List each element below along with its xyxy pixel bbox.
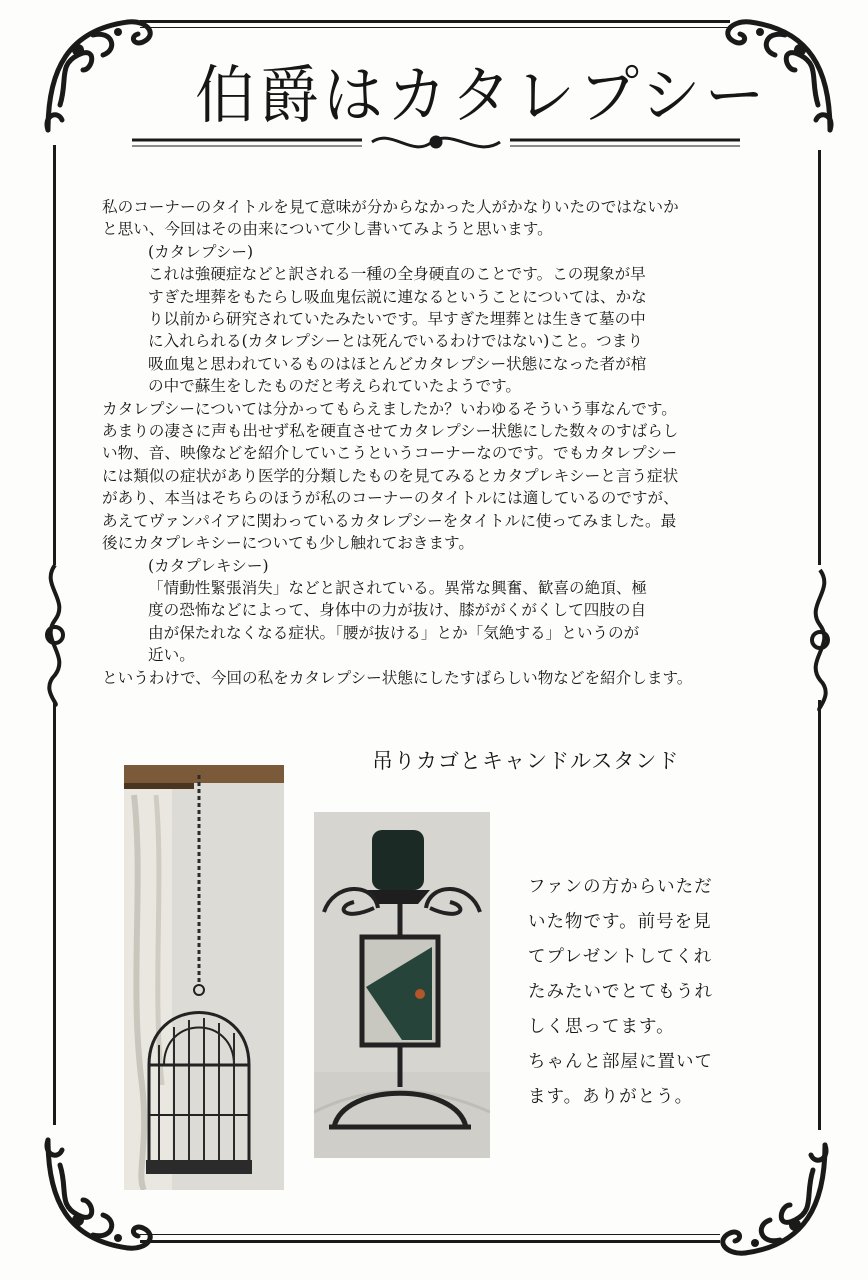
caption-line: しく思ってます。 bbox=[528, 1017, 675, 1037]
middle-line: があり、本当はそちらのほうが私のコーナーのタイトルには適しているのですが、 bbox=[102, 489, 679, 508]
frame-top-line-inner bbox=[140, 27, 730, 28]
caption-line: ファンの方からいただ bbox=[528, 877, 713, 897]
catalepsy-line: すぎた埋葬をもたらし吸血鬼伝説に連なるということについては、かな bbox=[148, 287, 647, 306]
corner-ornament-bottom-right bbox=[705, 1135, 835, 1265]
side-ornament-left bbox=[35, 560, 75, 710]
caption-line: いた物です。前号を見 bbox=[528, 912, 712, 932]
side-ornament-right bbox=[800, 565, 840, 715]
cataplexy-line: 度の恐怖などによって、身体中の力が抜け、膝ががくがくして四肢の自 bbox=[148, 601, 647, 620]
catalepsy-line: に入れられる(カタレプシーとは死んでいるわけではない)こと。つまり bbox=[148, 332, 643, 351]
middle-line: 後にカタプレキシーについても少し触れておきます。 bbox=[102, 534, 474, 553]
photo-caption bbox=[528, 870, 778, 1115]
article-body bbox=[102, 196, 782, 689]
frame-left-line-lower bbox=[53, 700, 56, 1125]
frame-bottom-line-inner bbox=[140, 1234, 720, 1235]
hanging-birdcage-photo bbox=[124, 765, 284, 1190]
intro-line: と思い、今回はその由来について少し書いてみようと思います。 bbox=[102, 220, 553, 239]
middle-line: カタレプシーについては分かってもらえましたか？いわゆるそういう事なんです。 bbox=[102, 399, 677, 418]
catalepsy-line: これは強硬症などと訳される一種の全身硬直のことです。この現象が早 bbox=[148, 265, 646, 284]
middle-line: あまりの凄さに声も出せず私を硬直させてカタレプシー状態にした数々のすばらし bbox=[102, 422, 679, 441]
title-divider-ornament bbox=[132, 130, 740, 160]
intro-line: 私のコーナーのタイトルを見て意味が分からなかった人がかなりいたのではないか bbox=[102, 198, 679, 216]
caption-line: ます。ありがとう。 bbox=[528, 1087, 694, 1107]
cataplexy-line: 近い。 bbox=[148, 646, 195, 665]
middle-line: い物、音、映像などを紹介していこうというコーナーなのです。でもカタレプシー bbox=[102, 444, 678, 463]
catalepsy-heading: (カタレプシー) bbox=[148, 242, 254, 261]
closing-line: というわけで、今回の私をカタレプシー状態にしたすばらしい物などを紹介します。 bbox=[102, 668, 693, 687]
frame-right-line bbox=[818, 150, 821, 565]
frame-left-line bbox=[53, 145, 56, 565]
cataplexy-line: 由が保たれなくなる症状。「腰が抜ける」とか「気絶する」というのが bbox=[148, 623, 640, 642]
middle-line: あえてヴァンパイアに関わっているカタレプシーをタイトルに使ってみました。最 bbox=[102, 511, 677, 530]
corner-ornament-top-left bbox=[38, 10, 168, 140]
caption-line: てプレゼントしてくれ bbox=[528, 947, 713, 967]
candle-stand-photo bbox=[314, 812, 490, 1158]
caption-line: たみたいでとてもうれ bbox=[528, 982, 713, 1002]
cataplexy-line: 「情動性緊張消失」などと訳されている。異常な興奮、歓喜の絶頂、極 bbox=[148, 578, 648, 597]
frame-bottom-line bbox=[140, 1240, 720, 1243]
section-heading: 吊りカゴとキャンドルスタンド bbox=[372, 749, 680, 773]
catalepsy-line: 吸血鬼と思われているものはほとんどカタレプシー状態になった者が棺 bbox=[148, 354, 647, 373]
page-title: 伯爵はカタレプシー bbox=[195, 59, 769, 133]
frame-right-line-lower bbox=[818, 700, 821, 1130]
middle-line: には類似の症状があり医学的分類したものを見てみるとカタプレキシーと言う症状 bbox=[102, 466, 679, 485]
frame-top-line bbox=[140, 20, 730, 23]
catalepsy-line: り以前から研究されていたみたいです。早すぎた埋葬とは生きて墓の中 bbox=[148, 310, 646, 329]
cataplexy-heading: (カタプレキシー) bbox=[148, 556, 269, 575]
caption-line: ちゃんと部屋に置いて bbox=[528, 1052, 713, 1072]
catalepsy-line: の中で蘇生をしたものだと考えられていたようです。 bbox=[148, 377, 522, 396]
